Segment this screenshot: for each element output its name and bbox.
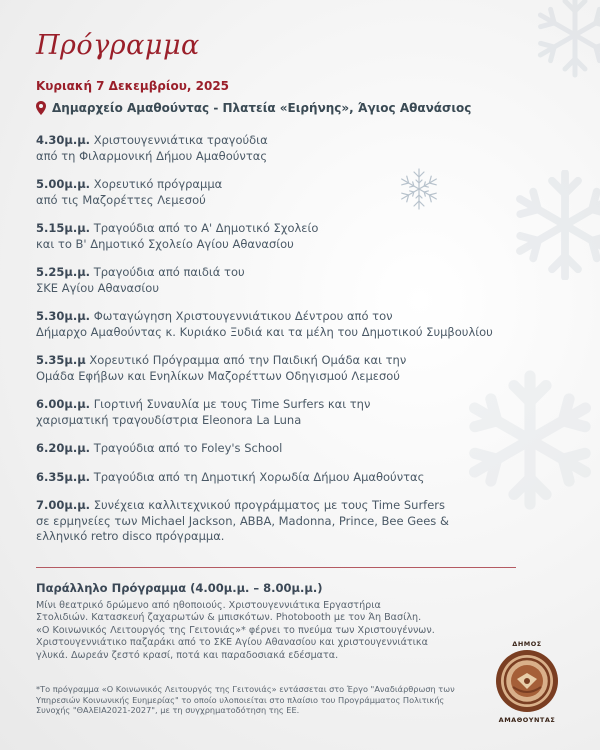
schedule-text: Χορευτικό πρόγραμμα [90, 177, 223, 191]
schedule-time: 7.00μ.μ. [36, 498, 91, 512]
schedule-time: 5.25μ.μ. [36, 265, 91, 279]
footnote-line: Υπηρεσιών Κοινωνικής Ευημερίας" το οποίο υλοποιείται στο πλαίσιο του Προγράμματος Πολιτικής [36, 694, 445, 705]
schedule-text: Τραγούδια από παιδιά του [90, 265, 245, 279]
footnote-line: *Το πρόγραμμα «Ο Κοινωνικός Λειτουργός της Γειτονιάς» εντάσσεται στο Έργο "Αναδιάρθρωση των [36, 684, 455, 694]
schedule-item [36, 265, 556, 296]
schedule-text: Τραγούδια από τη Δημοτική Χορωδία Δήμου Αμαθούντας [90, 469, 425, 484]
municipality-logo [487, 640, 567, 725]
schedule-item [36, 470, 556, 486]
schedule-time: 6.00μ.μ. [36, 397, 91, 411]
schedule-text: και το Β' Δημοτικό Σχολείο Αγίου Αθανασίου [36, 236, 294, 251]
parallel-program-body [36, 600, 466, 662]
section-divider [36, 567, 516, 568]
schedule-text: Χορευτικό Πρόγραμμα από την Παιδική Ομάδα και την [85, 353, 407, 367]
parallel-line: γλυκά. Δωρεάν ζεστό κρασί, ποτά και παραδοσιακά εδέσματα. [36, 649, 339, 661]
footnote [36, 684, 476, 716]
municipality-seal-icon [495, 649, 559, 713]
schedule-time: 5.15μ.μ. [36, 221, 91, 235]
schedule-item [36, 221, 556, 252]
schedule-time: 5.35μ.μ [36, 353, 86, 367]
schedule-item [36, 177, 556, 208]
schedule-text: από τη Φιλαρμονική Δήμου Αμαθούντας [36, 148, 268, 163]
schedule-text: Συνέχεια καλλιτεχνικού προγράμματος με τους Time Surfers [90, 498, 446, 512]
schedule-text: Τραγούδια από το Foley's School [90, 441, 283, 455]
schedule-item [36, 309, 556, 340]
event-date: Κυριακή 7 Δεκεμβρίου, 2025 [36, 79, 230, 93]
schedule-text: σε ερμηνείες των Michael Jackson, ABBA, Madonna, Prince, Bee Gees & [36, 513, 449, 528]
parallel-line: «Ο Κοινωνικός Λειτουργός της Γειτονιάς»* φέρνει το πνεύμα των Χριστουγέννων. [36, 624, 435, 636]
schedule-text: ΣΚΕ Αγίου Αθανασίου [36, 280, 159, 295]
parallel-program-title: Παράλληλο Πρόγραμμα (4.00μ.μ. – 8.00μ.μ.) [36, 581, 323, 595]
parallel-line: Χριστουγεννιάτικο παζαράκι από το ΣΚΕ Αγίου Αθανασίου και χριστουγεννιάτικα [36, 637, 428, 649]
schedule-item [36, 133, 556, 164]
schedule-text: από τις Μαζορέττες Λεμεσού [36, 192, 206, 207]
schedule-text: Χριστουγεννιάτικα τραγούδια [90, 133, 268, 147]
schedule-list [36, 133, 556, 545]
schedule-time: 5.30μ.μ. [36, 309, 91, 323]
schedule-text: Δήμαρχο Αμαθούντας κ. Κυριάκο Ξυδιά και τα μέλη του Δημοτικού Συμβουλίου [36, 324, 493, 339]
schedule-item [36, 353, 556, 384]
schedule-time: 6.35μ.μ. [36, 469, 91, 484]
venue-label: Δημαρχείο Αμαθούντας - Πλατεία «Ειρήνης», Άγιος Αθανάσιος [52, 101, 472, 115]
schedule-item [36, 498, 556, 545]
page-title: Πρόγραμμα [36, 30, 200, 61]
schedule-text: Ομάδα Εφήβων και Ενηλίκων Μαζορέττων Οδηγισμού Λεμεσού [36, 368, 400, 383]
snowflake-icon [530, 0, 600, 80]
schedule-text: ελληνικό retro disco πρόγραμμα. [36, 529, 225, 543]
parallel-line: Στολιδιών. Κατασκευή ζαχαρωτών & μπισκότων. Photobooth με τον Άη Βασίλη. [36, 612, 422, 624]
location-pin-icon [36, 101, 46, 115]
schedule-text: χαρισματική τραγουδίστρια Eleonora La Luna [36, 412, 302, 427]
schedule-time: 4.30μ.μ. [36, 133, 91, 147]
schedule-text: Φωταγώγηση Χριστουγεννιάτικου Δέντρου από τον [90, 309, 393, 323]
schedule-text: Γιορτινή Συναυλία με τους Time Surfers και την [90, 397, 371, 411]
schedule-item [36, 441, 556, 457]
logo-top-text: ΔΗΜΟΣ [512, 640, 542, 648]
logo-bottom-text: ΑΜΑΘΟΥΝΤΑΣ [498, 716, 556, 724]
schedule-item [36, 397, 556, 428]
event-venue [36, 101, 471, 115]
schedule-time: 6.20μ.μ. [36, 441, 91, 455]
schedule-text: Τραγούδια από το Α' Δημοτικό Σχολείο [90, 221, 319, 235]
schedule-time: 5.00μ.μ. [36, 177, 91, 191]
parallel-line: Μίνι θεατρικό δρώμενο από ηθοποιούς. Χριστουγεννιάτικα Εργαστήρια [36, 600, 381, 611]
footnote-line: Συνοχής "ΘΑλΕΙΑ2021-2027", με τη συγχρηματοδότηση της ΕΕ. [36, 705, 300, 716]
